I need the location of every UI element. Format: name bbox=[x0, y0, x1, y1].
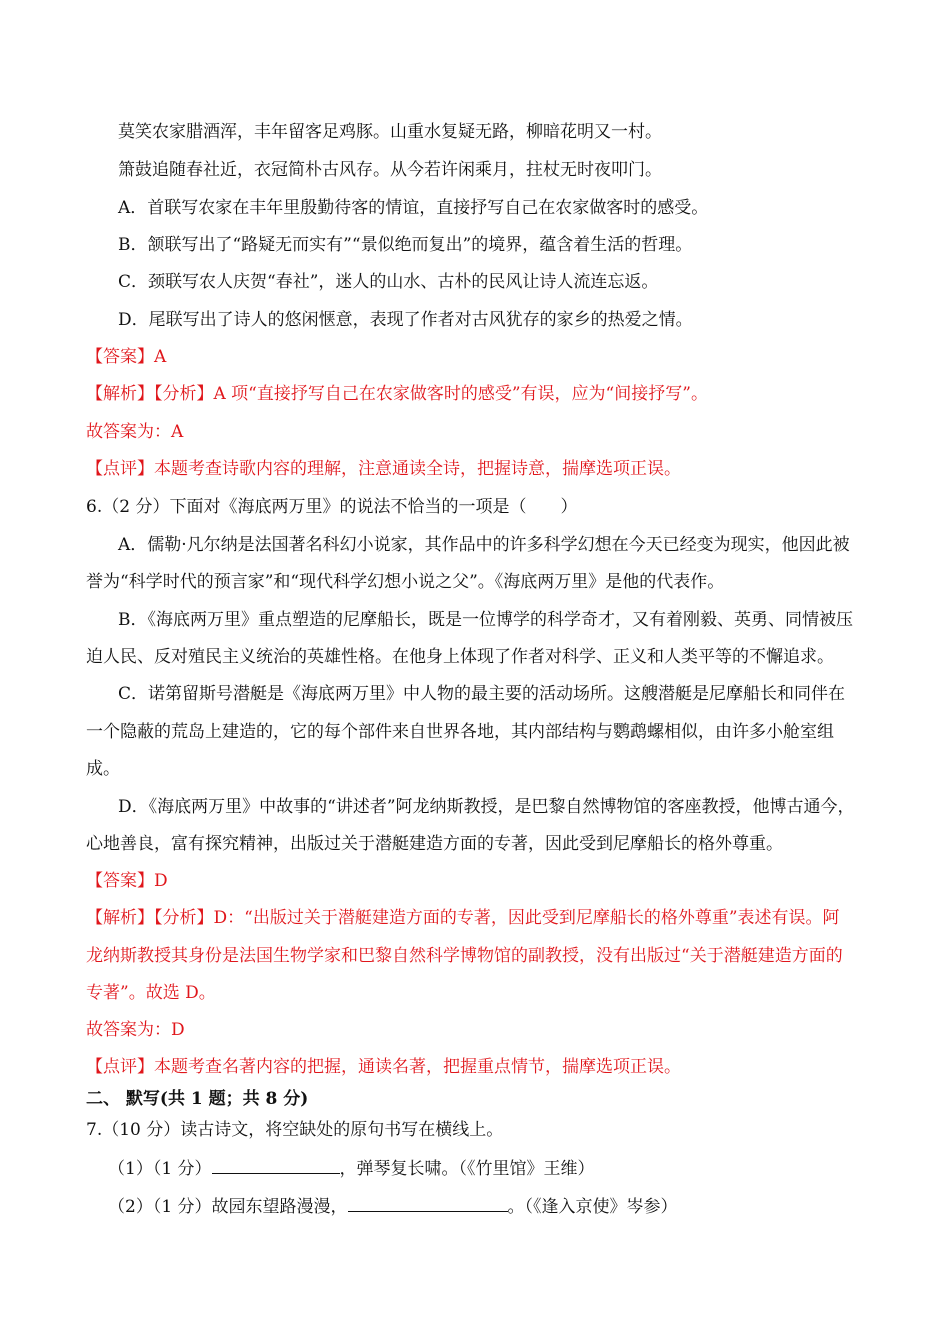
q6-final-answer: 故答案为：D bbox=[86, 1020, 185, 1040]
q6-option-d-line2: 心地善良，富有探究精神，出版过关于潜艇建造方面的专著，因此受到尼摩船长的格外尊重。 bbox=[86, 834, 783, 854]
q7-item-2 bbox=[108, 1195, 678, 1218]
poem-line-1: 莫笑农家腊酒浑，丰年留客足鸡豚。山重水复疑无路，柳暗花明又一村。 bbox=[118, 122, 662, 142]
q6-option-a-line2: 誉为“科学时代的预言家”和“现代科学幻想小说之父”。《海底两万里》是他的代表作。 bbox=[86, 572, 725, 592]
q7-item-1-suffix: ，弹琴复长啸。（《竹里馆》王维） bbox=[339, 1159, 595, 1179]
q6-analysis-line3: 专著”。故选 D。 bbox=[86, 983, 216, 1003]
q5-answer: 【答案】A bbox=[86, 347, 167, 367]
q6-answer: 【答案】D bbox=[86, 871, 168, 891]
q5-option-b: B．颔联写出了“路疑无而实有”“景似绝而复出”的境界，蕴含着生活的哲理。 bbox=[118, 235, 693, 255]
q7-item-2-prefix: （2）（1 分）故园东望路漫漫， bbox=[108, 1197, 348, 1217]
q6-option-c-line2: 一个隐蔽的荒岛上建造的，它的每个部件来自世界各地，其内部结构与鹦鹉螺相似，由许多小舱室组 bbox=[86, 722, 834, 742]
poem-line-2: 箫鼓追随春社近，衣冠简朴古风存。从今若许闲乘月，拄杖无时夜叩门。 bbox=[118, 160, 662, 180]
q7-stem: 7.（10 分）读古诗文，将空缺处的原句书写在横线上。 bbox=[86, 1120, 504, 1140]
q5-final-answer: 故答案为：A bbox=[86, 422, 184, 442]
q6-stem: 6.（2 分）下面对《海底两万里》的说法不恰当的一项是（ ） bbox=[86, 497, 578, 517]
q7-item-1-prefix: （1）（1 分） bbox=[108, 1159, 212, 1179]
section-heading: 二、 默写(共 1 题；共 8 分) bbox=[86, 1089, 309, 1109]
q7-item-2-blank[interactable] bbox=[348, 1195, 508, 1212]
q5-analysis: 【解析】【分析】A 项“直接抒写自己在农家做客时的感受”有误，应为“间接抒写”。 bbox=[86, 384, 708, 404]
q7-item-2-suffix: 。（《逢入京使》岑参） bbox=[507, 1197, 678, 1217]
q6-option-c-line3: 成。 bbox=[86, 759, 120, 779]
q5-option-a: A．首联写农家在丰年里殷勤待客的情谊，直接抒写自己在农家做客时的感受。 bbox=[118, 198, 709, 218]
q6-analysis-line2: 龙纳斯教授其身份是法国生物学家和巴黎自然科学博物馆的副教授，没有出版过“关于潜艇建造方面的 bbox=[86, 946, 843, 966]
q7-item-1-blank[interactable] bbox=[212, 1157, 340, 1174]
q6-comment: 【点评】本题考查名著内容的把握，通读名著，把握重点情节，揣摩选项正误。 bbox=[86, 1057, 681, 1077]
q7-item-1 bbox=[108, 1157, 595, 1180]
q6-option-b-line2: 迫人民、反对殖民主义统治的英雄性格。在他身上体现了作者对科学、正义和人类平等的不懈追求。 bbox=[86, 647, 834, 667]
q6-analysis-line1: 【解析】【分析】D：“出版过关于潜艇建造方面的专著，因此受到尼摩船长的格外尊重”表述有误。阿 bbox=[86, 908, 840, 928]
q6-option-d-line1: D．《海底两万里》中故事的“讲述者”阿龙纳斯教授，是巴黎自然博物馆的客座教授，他博古通今， bbox=[118, 797, 855, 817]
q5-option-c: C．颈联写农人庆贺“春社”，迷人的山水、古朴的民风让诗人流连忘返。 bbox=[118, 272, 659, 292]
q6-option-a-line1: A．儒勒·凡尔纳是法国著名科幻小说家，其作品中的许多科学幻想在今天已经变为现实，他因此被 bbox=[118, 535, 850, 555]
q5-comment: 【点评】本题考查诗歌内容的理解，注意通读全诗，把握诗意，揣摩选项正误。 bbox=[86, 459, 681, 479]
q5-option-d: D．尾联写出了诗人的悠闲惬意，表现了作者对古风犹存的家乡的热爱之情。 bbox=[118, 310, 693, 330]
q6-option-b-line1: B．《海底两万里》重点塑造的尼摩船长，既是一位博学的科学奇才，又有着刚毅、英勇、同情被压 bbox=[118, 610, 853, 630]
q6-option-c-line1: C．诺第留斯号潜艇是《海底两万里》中人物的最主要的活动场所。这艘潜艇是尼摩船长和同伴在 bbox=[118, 684, 846, 704]
